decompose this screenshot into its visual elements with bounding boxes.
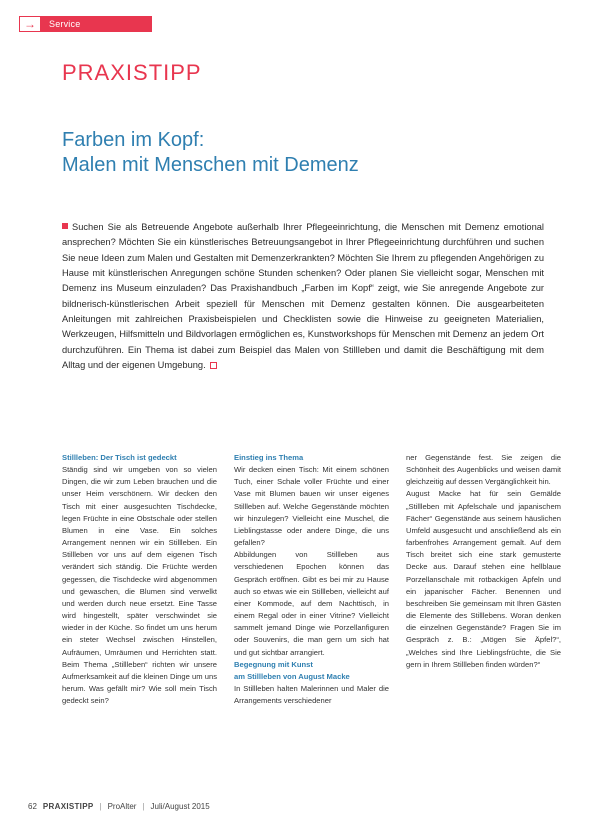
arrow-right-icon: →	[19, 16, 41, 32]
column-3-text-b: August Macke hat für sein Gemälde „Stillleben mit Apfelschale und japanischem Fächer“ Gegenstände aus seinem häuslichen Umfeld ausgesucht und anschließend als ein farbenfrohes Arrangement gemalt. Auf dem Tisch breitet sich eine stark gemusterte Decke aus. Darauf stehen eine hellblaue Porzellanschale mit rotbackigen Äpfeln und ein japanischer Fächer. Benennen und beschreiben Sie gemeinsam mit Ihren Gästen die Elemente des Stilllebens. Woran denken die einzelnen Gegenstände? Fragen Sie im Gespräch z. B.: „Mögen Sie Äpfel?“, „Welches sind Ihre Lieblingsfrüchte, die Sie gern in Ihrem Stillleben finden würden?“	[406, 489, 561, 669]
end-mark-icon	[210, 362, 217, 369]
footer-separator: |	[99, 802, 102, 811]
service-banner	[19, 16, 152, 32]
intro-paragraph	[62, 220, 544, 373]
headline-line-2: Malen mit Menschen mit Demenz	[62, 154, 359, 176]
headline-line-1: Farben im Kopf:	[62, 129, 205, 151]
column-2-text-a: Wir decken einen Tisch: Mit einem schönen Tuch, einer Schale voller Früchte und einer Vase mit Blumen bauen wir unser eigenes Stillleben auf. Welche Gegenstände möchten wir hinzulegen? Vielleicht eine Muschel, die Lieblingstasse oder andere Dinge, die uns gefallen?	[234, 465, 389, 548]
footer-brand: PRAXISTIPP	[42, 802, 94, 811]
section-title: PRAXISTIPP	[62, 60, 202, 85]
column-1	[62, 452, 217, 707]
column-2-heading-2: Begegnung mit Kunst am Stillleben von August Macke	[234, 659, 350, 681]
intro-text: Suchen Sie als Betreuende Angebote außerhalb Ihrer Pflegeeinrichtung, die Menschen mit Demenz emotional ansprechen? Möchten Sie ein künstlerisches Betreuungsangebot in Ihrer Pflegeeinrichtung durchführen und suchen Sie neue Ideen zum Malen und Gestalten mit Demenzerkrankten? Möchten Sie Ihrem zu pflegenden Angehörigen zu Hause mit künstlerischen Anregungen schöne Stunden schenken? Oder planen Sie vielleicht sogar, Menschen mit Demenz ins Museum einzuladen? Das Praxishandbuch „Farben im Kopf“ zeigt, wie Sie anregende Angebote zur bildnerisch-künstlerischen Arbeit speziell für Menschen mit Demenz gestalten können. Die ausgearbeiteten Anleitungen mit zahlreichen Praxisbeispielen und Checklisten sowie die Hinweise zu geeigneten Materialien, Werkzeugen, Hilfsmitteln und Bildvorlagen ermöglichen es, Kunstworkshops für Menschen mit Demenz an jedem Ort durchzuführen. Ein Thema ist dabei zum Beispiel das Malen von Stillleben und damit die Beschäftigung mit dem Alltag und der eigenen Umgebung.	[62, 222, 544, 371]
column-2-heading: Einstieg ins Thema	[234, 453, 304, 462]
column-3	[406, 452, 561, 671]
article-headline	[62, 128, 542, 178]
footer-magazine: ProAlter	[107, 802, 137, 811]
service-label: Service	[49, 19, 81, 29]
column-3-text-a: ner Gegenstände fest. Sie zeigen die Schönheit des Augenblicks und weisen damit gleichzeitig auf dessen Vergänglichkeit hin.	[406, 453, 561, 487]
column-1-text: Ständig sind wir umgeben von so vielen Dingen, die wir zum Leben brauchen und die unser Heim verschönern. Wir decken den Tisch mit einer ausgesuchten Tischdecke, legen Früchte in eine Obstschale oder stellen Blumen in eine Vase. Ein solches Arrangement nennen wir ein Stillleben. Ein Stillleben vor uns auf dem eigenen Tisch verändert sich ständig. Die Früchte werden gegessen, die Tischdecke wird abgenommen und gewaschen, die Blumen sind verwelkt und werden durch neue ersetzt. Eine Tasse wird hingestellt, später verschwindet sie wieder in der Küche. So findet um uns herum ein steter Wechsel zwischen Hinstellen, Aufräumen, Umräumen und Herrichten statt. Beim Thema „Stillleben“ richten wir unsere Aufmerksamkeit auf die kleinen Dinge um uns herum. Was gefällt mir? Wie soll mein Tisch gedeckt sein?	[62, 465, 217, 706]
column-1-heading: Stillleben: Der Tisch ist gedeckt	[62, 453, 177, 462]
footer-separator: |	[142, 802, 145, 811]
column-2-text-c: In Stillleben halten Malerinnen und Maler die Arrangements verschiedener	[234, 683, 389, 706]
bullet-square-icon	[62, 223, 68, 229]
footer-issue: Juli/August 2015	[150, 802, 210, 811]
column-2-text-b: Abbildungen von Stillleben aus verschiedenen Epochen können das Gespräch eröffnen. Gibt es bei mir zu Hause auch so etwas wie ein Stillleben, vielleicht auf einer Kommode, auf dem Nachttisch, in einem Regal oder in einer Vitrine? Vielleicht sammelt jemand Dinge wie Porzellanfiguren oder Souvenirs, die man gern um sich hat und gut sichtbar arrangiert.	[234, 550, 389, 657]
page-number: 62	[28, 802, 37, 811]
page-footer	[28, 802, 210, 811]
column-2	[234, 452, 389, 707]
